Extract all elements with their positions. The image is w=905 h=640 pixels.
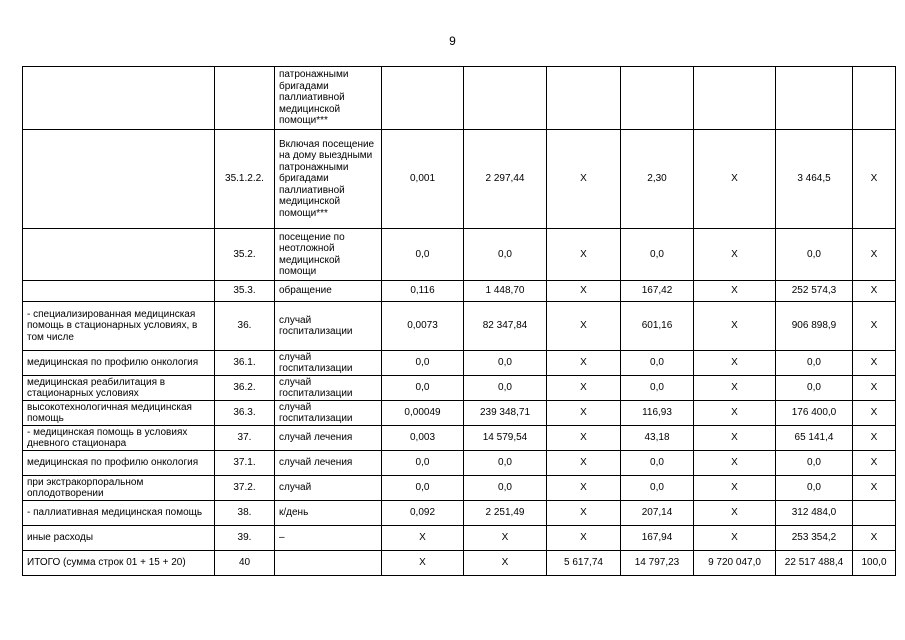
row-code: 37.1. [215, 451, 275, 476]
table-row [23, 67, 896, 130]
row-code: 35.1.2.2. [215, 130, 275, 229]
cost-norm [464, 67, 547, 130]
total-budget: Х [694, 281, 776, 302]
volume-norm: Х [382, 526, 464, 551]
indicator-name: медицинская по профилю онкология [23, 351, 215, 376]
total-oms: 176 400,0 [776, 401, 853, 426]
unit-of-measure: случай лечения [275, 451, 382, 476]
per-capita-budget: Х [547, 426, 621, 451]
indicator-name: иные расходы [23, 526, 215, 551]
table-row [23, 551, 896, 576]
indicator-name [23, 229, 215, 281]
per-capita-budget: Х [547, 501, 621, 526]
row-code: 36.2. [215, 376, 275, 401]
total-budget: Х [694, 426, 776, 451]
unit-of-measure: случай лечения [275, 426, 382, 451]
unit-of-measure: посещение по неотложной медицинской помощи [275, 229, 382, 281]
total-budget: Х [694, 130, 776, 229]
per-capita-budget: Х [547, 281, 621, 302]
volume-norm: Х [382, 551, 464, 576]
table-row [23, 426, 896, 451]
per-capita-oms: 43,18 [621, 426, 694, 451]
row-code: 36. [215, 302, 275, 351]
per-capita-budget: Х [547, 476, 621, 501]
volume-norm: 0,0 [382, 451, 464, 476]
indicator-name: - медицинская помощь в условиях дневного стационара [23, 426, 215, 451]
cost-norm: Х [464, 526, 547, 551]
per-capita-budget [547, 67, 621, 130]
cost-norm: 2 297,44 [464, 130, 547, 229]
per-capita-budget: Х [547, 302, 621, 351]
percent-share: Х [853, 302, 896, 351]
cost-norm: 0,0 [464, 451, 547, 476]
total-budget: Х [694, 302, 776, 351]
total-budget: 9 720 047,0 [694, 551, 776, 576]
per-capita-oms: 0,0 [621, 229, 694, 281]
indicator-name: медицинская по профилю онкология [23, 451, 215, 476]
row-code: 36.1. [215, 351, 275, 376]
total-oms: 0,0 [776, 229, 853, 281]
per-capita-oms: 2,30 [621, 130, 694, 229]
per-capita-budget: Х [547, 401, 621, 426]
volume-norm: 0,092 [382, 501, 464, 526]
volume-norm: 0,0 [382, 229, 464, 281]
total-oms: 252 574,3 [776, 281, 853, 302]
unit-of-measure: случай [275, 476, 382, 501]
percent-share: Х [853, 526, 896, 551]
cost-norm: 239 348,71 [464, 401, 547, 426]
percent-share: Х [853, 451, 896, 476]
percent-share: Х [853, 281, 896, 302]
percent-share: Х [853, 351, 896, 376]
indicator-name: - специализированная медицинская помощь в стационарных условиях, в том числе [23, 302, 215, 351]
indicator-name: - паллиативная медицинская помощь [23, 501, 215, 526]
total-oms: 253 354,2 [776, 526, 853, 551]
total-oms: 0,0 [776, 351, 853, 376]
total-budget [694, 67, 776, 130]
unit-of-measure [275, 551, 382, 576]
table-row [23, 302, 896, 351]
per-capita-oms: 0,0 [621, 376, 694, 401]
volume-norm: 0,0 [382, 351, 464, 376]
unit-of-measure: случай госпитализации [275, 351, 382, 376]
percent-share: Х [853, 476, 896, 501]
row-code: 39. [215, 526, 275, 551]
cost-norm: 0,0 [464, 376, 547, 401]
per-capita-budget: Х [547, 451, 621, 476]
cost-norm: 0,0 [464, 476, 547, 501]
unit-of-measure: случай госпитализации [275, 401, 382, 426]
volume-norm: 0,00049 [382, 401, 464, 426]
row-code: 37. [215, 426, 275, 451]
unit-of-measure: – [275, 526, 382, 551]
unit-of-measure: Включая посещение на дому выездными патронажными бригадами паллиативной медицинской помощи*** [275, 130, 382, 229]
cost-norm: 2 251,49 [464, 501, 547, 526]
table-row [23, 376, 896, 401]
percent-share: 100,0 [853, 551, 896, 576]
indicator-name: при экстракорпоральном оплодотворении [23, 476, 215, 501]
table-row [23, 526, 896, 551]
total-budget: Х [694, 501, 776, 526]
cost-norm: 0,0 [464, 229, 547, 281]
per-capita-oms: 0,0 [621, 476, 694, 501]
row-code: 36.3. [215, 401, 275, 426]
total-budget: Х [694, 351, 776, 376]
table-row [23, 351, 896, 376]
row-code: 37.2. [215, 476, 275, 501]
table-row [23, 229, 896, 281]
per-capita-budget: Х [547, 229, 621, 281]
volume-norm: 0,116 [382, 281, 464, 302]
row-code: 35.3. [215, 281, 275, 302]
row-code: 35.2. [215, 229, 275, 281]
page-number: 9 [449, 34, 456, 48]
per-capita-oms: 0,0 [621, 451, 694, 476]
per-capita-budget: 5 617,74 [547, 551, 621, 576]
unit-of-measure: случай госпитализации [275, 302, 382, 351]
volume-norm [382, 67, 464, 130]
unit-of-measure: патронажными бригадами паллиативной медицинской помощи*** [275, 67, 382, 130]
financing-table [22, 66, 896, 576]
table-row [23, 476, 896, 501]
volume-norm: 0,0073 [382, 302, 464, 351]
per-capita-budget: Х [547, 351, 621, 376]
per-capita-budget: Х [547, 130, 621, 229]
per-capita-oms: 167,94 [621, 526, 694, 551]
per-capita-oms: 14 797,23 [621, 551, 694, 576]
total-budget: Х [694, 526, 776, 551]
indicator-name: высокотехнологичная медицинская помощь [23, 401, 215, 426]
total-oms: 0,0 [776, 376, 853, 401]
per-capita-oms [621, 67, 694, 130]
row-code: 40 [215, 551, 275, 576]
row-code: 38. [215, 501, 275, 526]
indicator-name [23, 130, 215, 229]
indicator-name [23, 67, 215, 130]
indicator-name [23, 281, 215, 302]
total-budget: Х [694, 451, 776, 476]
percent-share: Х [853, 130, 896, 229]
volume-norm: 0,001 [382, 130, 464, 229]
percent-share: Х [853, 401, 896, 426]
per-capita-oms: 601,16 [621, 302, 694, 351]
total-oms: 0,0 [776, 451, 853, 476]
total-budget: Х [694, 229, 776, 281]
volume-norm: 0,0 [382, 376, 464, 401]
cost-norm: 14 579,54 [464, 426, 547, 451]
total-oms: 65 141,4 [776, 426, 853, 451]
percent-share: Х [853, 376, 896, 401]
total-oms: 312 484,0 [776, 501, 853, 526]
per-capita-budget: Х [547, 376, 621, 401]
per-capita-oms: 116,93 [621, 401, 694, 426]
percent-share [853, 501, 896, 526]
indicator-name: медицинская реабилитация в стационарных условиях [23, 376, 215, 401]
per-capita-oms: 207,14 [621, 501, 694, 526]
volume-norm: 0,0 [382, 476, 464, 501]
cost-norm: 82 347,84 [464, 302, 547, 351]
row-code [215, 67, 275, 130]
table-row [23, 501, 896, 526]
total-oms: 906 898,9 [776, 302, 853, 351]
unit-of-measure: случай госпитализации [275, 376, 382, 401]
table-row [23, 130, 896, 229]
table-row [23, 281, 896, 302]
unit-of-measure: обращение [275, 281, 382, 302]
total-oms [776, 67, 853, 130]
cost-norm: 0,0 [464, 351, 547, 376]
total-oms: 22 517 488,4 [776, 551, 853, 576]
percent-share: Х [853, 229, 896, 281]
total-oms: 3 464,5 [776, 130, 853, 229]
table-row [23, 451, 896, 476]
unit-of-measure: к/день [275, 501, 382, 526]
table-row [23, 401, 896, 426]
total-oms: 0,0 [776, 476, 853, 501]
total-budget: Х [694, 476, 776, 501]
percent-share: Х [853, 426, 896, 451]
percent-share [853, 67, 896, 130]
per-capita-oms: 167,42 [621, 281, 694, 302]
cost-norm: 1 448,70 [464, 281, 547, 302]
total-budget: Х [694, 401, 776, 426]
cost-norm: Х [464, 551, 547, 576]
indicator-name: ИТОГО (сумма строк 01 + 15 + 20) [23, 551, 215, 576]
volume-norm: 0,003 [382, 426, 464, 451]
per-capita-oms: 0,0 [621, 351, 694, 376]
total-budget: Х [694, 376, 776, 401]
per-capita-budget: Х [547, 526, 621, 551]
